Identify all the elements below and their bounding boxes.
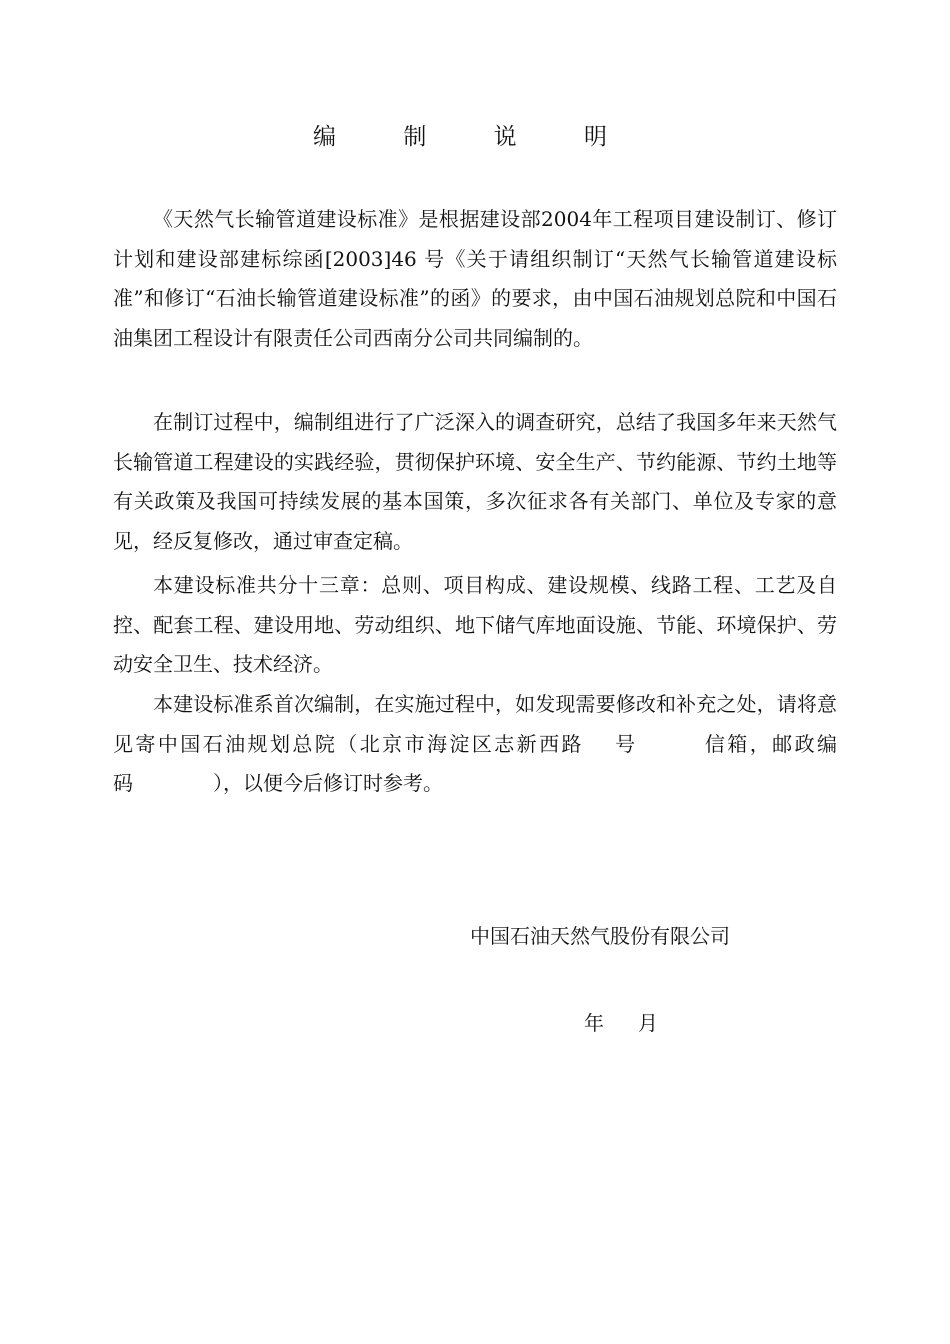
- signature-year-label: 年: [584, 1011, 604, 1035]
- signature-company: 中国石油天然气股份有限公司: [470, 924, 730, 948]
- signature-date: [584, 1006, 658, 1040]
- document-title: 编 制 说 明: [313, 124, 637, 150]
- paragraph-3: 本建设标准共分十三章：总则、项目构成、建设规模、线路工程、工艺及自控、配套工程、建设用地、劳动组织、地下储气库地面设施、节能、环境保护、劳动安全卫生、技术经济。: [113, 573, 837, 677]
- paragraph-2: 在制订过程中，编制组进行了广泛深入的调查研究，总结了我国多年来天然气长输管道工程建设的实践经验，贯彻保护环境、安全生产、节约能源、节约土地等有关政策及我国可持续发展的基本国策，多次征求各有关部门、单位及专家的意见，经反复修改，通过审查定稿。: [113, 410, 837, 554]
- paragraph-4: 本建设标准系首次编制，在实施过程中，如发现需要修改和补充之处，请将意见寄中国石油规划总院（北京市海淀区志新西路 号 信箱，邮政编码 ），以便今后修订时参考。: [113, 692, 837, 796]
- signature-month-label: 月: [638, 1011, 658, 1035]
- paragraph-1: 《天然气长输管道建设标准》是根据建设部2004年工程项目建设制订、修订计划和建设部建标综函[2003]46 号《关于请组织制订“天然气长输管道建设标准”和修订“石油长输管道建设标准”的函》的要求，由中国石油规划总院和中国石油集团工程设计有限责任公司西南分公司共同编制的。: [113, 207, 837, 351]
